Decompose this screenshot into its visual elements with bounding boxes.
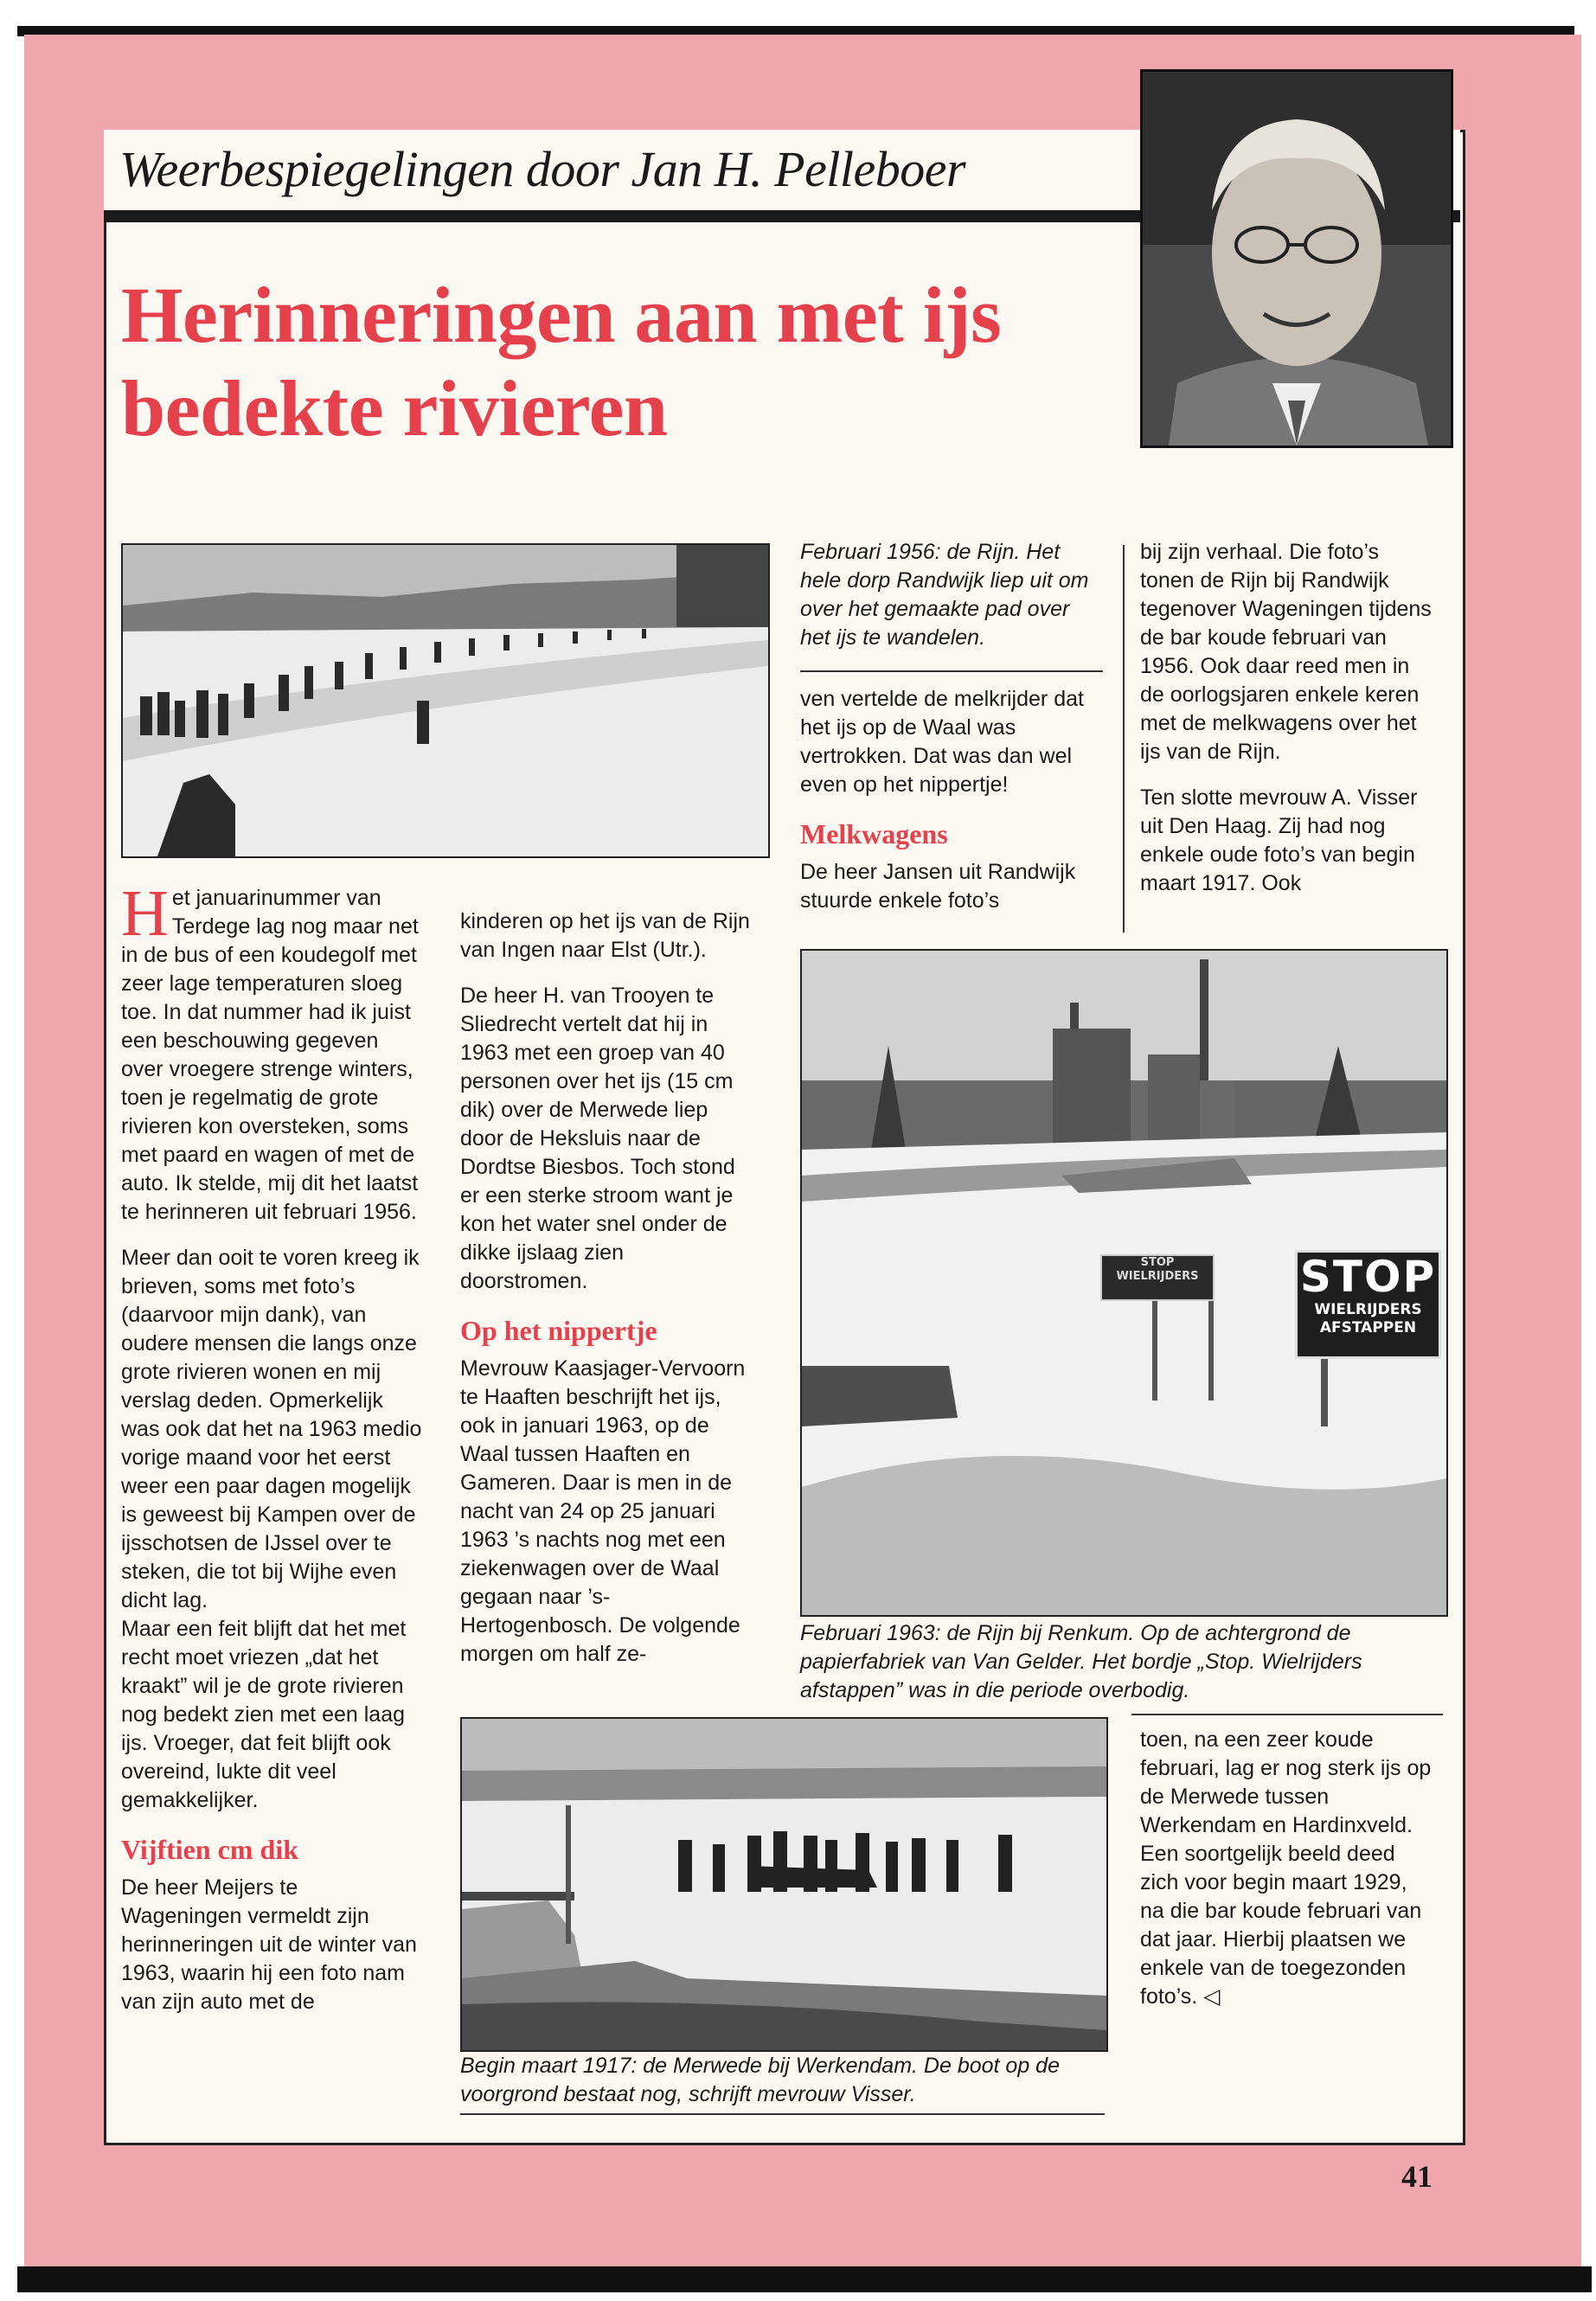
column-3 (800, 685, 1099, 933)
column-5 (1140, 1726, 1434, 2029)
photo-1956-image (123, 545, 768, 856)
subhead-melkwagens: Melkwagens (800, 818, 948, 849)
col3-paragraph-2: De heer Jansen uit Randwijk stuurde enkele foto’s (800, 860, 1076, 913)
caption-rule-1956 (800, 670, 1103, 672)
bottom-border (17, 2266, 1592, 2292)
photo-1917-image (462, 1719, 1106, 2050)
col2-paragraph-3: Mevrouw Kaasjager-Vervoorn te Haaften beschrijft het ijs, ook in januari 1963, op de Waal tussen Haaften en Gameren. Daar is men in de nacht van 24 op 25 januari 1963 ’s nachts nog met een ziekenwagen over de Waal gegaan naar ’s-Hertogenbosch. De volgende morgen om half ze- (460, 1356, 746, 1666)
photo-1917-merwede (460, 1717, 1108, 2052)
column-4 (1140, 538, 1439, 915)
sign-small (1100, 1254, 1215, 1301)
author-portrait (1140, 69, 1453, 448)
headline (121, 268, 1116, 455)
caption-1917: Begin maart 1917: de Merwede bij Werkendam. De boot op de voorgrond bestaat nog, schrijft mevrouw Visser. (460, 2054, 1060, 2106)
caption-1963: Februari 1963: de Rijn bij Renkum. Op de achtergrond de papierfabriek van Van Gelder. Het bordje „Stop. Wielrijders afstappen” was in die periode overbodig. (800, 1621, 1362, 1702)
sign-small-line-2: WIELRIJDERS (1116, 1270, 1199, 1283)
caption-rule-1963 (1131, 1714, 1443, 1715)
headline-line-2: bedekte rivieren (121, 364, 668, 452)
col4-paragraph-1: bij zijn verhaal. Die foto’s tonen de Rijn bij Randwijk tegenover Wageningen tijdens de bar koude februari van 1956. Ook daar reed men in de oorlogsjaren enkele keren met de melkwagens over het ijs van de Rijn. (1140, 540, 1432, 764)
col1-paragraph-4: De heer Meijers te Wageningen vermeldt zijn herinneringen uit de winter van 1963, waarin hij een foto nam van zijn auto met de (121, 1875, 417, 2014)
series-title: Weerbespiegelingen door Jan H. Pelleboer (119, 141, 966, 197)
sign-stop-line-2: WIELRIJDERS (1314, 1301, 1422, 1318)
sign-stop (1295, 1250, 1441, 1359)
sign-stop-word: STOP (1299, 1252, 1437, 1302)
col1-paragraph-2: Meer dan ooit te voren kreeg ik brieven, soms met foto’s (daarvoor mijn dank), van oudere mensen die langs onze grote rivieren wonen en mij verslag deden. Opmerkelijk was ook dat het na 1963 medio vorige maand voor het eerst weer een paar dagen mogelijk is geweest bij Kampen over de ijsschotsen de IJssel over te steken, die tot bij Wijhe even dicht lag. (121, 1246, 422, 1612)
sign-small-line-1: STOP (1140, 1256, 1175, 1269)
drop-cap: H (121, 877, 169, 950)
col1-paragraph-1: et januarinummer van Terdege lag nog maar net in de bus of een koudegolf met zeer lage temperaturen sloeg toe. In dat nummer had ik juist een beschouwing gegeven over vroegere strenge winters, toen je regelmatig de grote rivieren kon oversteken, soms met paard en wagen of met de auto. Ik stelde, mij dit het laatst te herinneren uit februari 1956. (121, 886, 419, 1224)
col2-paragraph-2: De heer H. van Trooyen te Sliedrecht vertelt dat hij in 1963 met een groep van 40 personen over het ijs (15 cm dik) over de Merwede liep door de Heksluis naar de Dordtse Biesbos. Toch stond er een sterke stroom want je kon het water snel onder de dikke ijslaag zien doorstromen. (460, 984, 735, 1293)
photo-1956-rijn (121, 543, 770, 858)
col1-paragraph-3: Maar een feit blijft dat het met recht moet vriezen „dat het kraakt” wil je de grote rivieren nog bedekt zien met een laag ijs. Vroeger, dat feit blijft ook overeind, lukte dit veel gemakkelijker. (121, 1617, 407, 1812)
headline-line-1: Herinneringen aan met ijs (121, 271, 1002, 359)
col4-paragraph-2: Ten slotte mevrouw A. Visser uit Den Haag. Zij had nog enkele oude foto’s van begin maart 1917. Ook (1140, 785, 1418, 895)
col5-paragraph-1: toen, na een zeer koude februari, lag er nog sterk ijs op de Merwede tussen Werkendam en Hardinxveld. Een soortgelijk beeld deed zich voor begin maart 1929, na die bar koude februari van dat jaar. Hierbij plaatsen we enkele van de toegezonden foto’s. ◁ (1140, 1727, 1432, 2009)
subhead-vijftien: Vijftien cm dik (121, 1834, 299, 1865)
column-2 (460, 907, 754, 1686)
column-divider (1123, 545, 1125, 933)
sign-stop-line-3: AFSTAPPEN (1319, 1319, 1417, 1336)
caption-1956: Februari 1956: de Rijn. Het hele dorp Randwijk liep uit om over het gemaakte pad over het ijs te wandelen. (800, 540, 1089, 650)
col2-paragraph-1: kinderen op het ijs van de Rijn van Ingen naar Elst (Utr.). (460, 909, 750, 962)
col3-paragraph-1: ven vertelde de melkrijder dat het ijs op de Waal was vertrokken. Dat was dan wel even op het nippertje! (800, 687, 1084, 797)
page-number: 41 (1401, 2159, 1433, 2194)
caption-rule-1917 (460, 2113, 1105, 2115)
column-1 (121, 877, 424, 2034)
author-portrait-image (1143, 72, 1451, 445)
subhead-nippertje: Op het nippertje (460, 1315, 657, 1346)
